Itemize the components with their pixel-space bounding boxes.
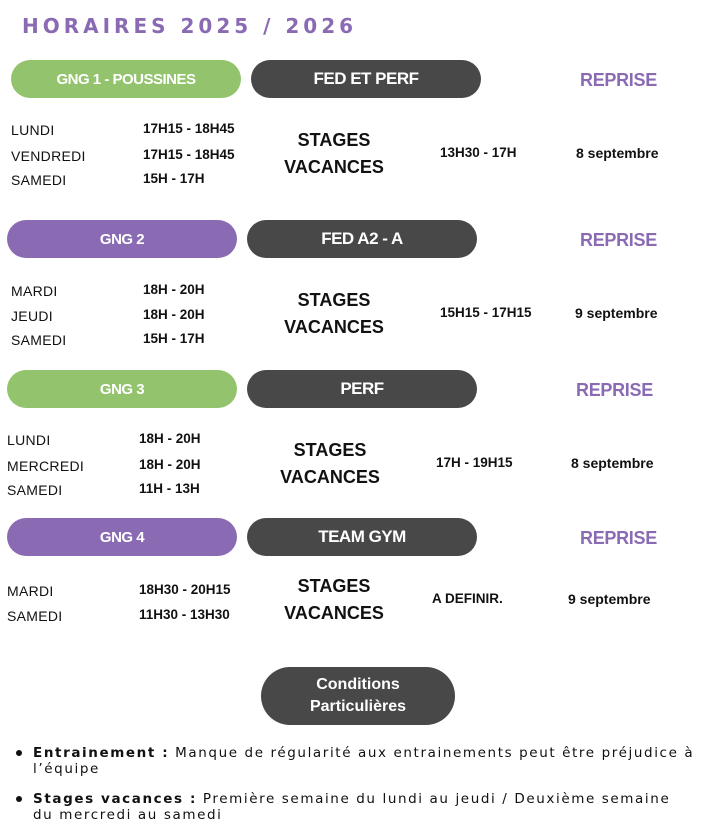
- stages-vacances-label: [274, 287, 394, 341]
- page-title: HORAIRES 2025 / 2026: [22, 14, 358, 38]
- conditions-line-2: Particulières: [309, 698, 407, 715]
- conditions-list: [16, 745, 696, 837]
- hour-range: 18H - 20H: [139, 457, 201, 472]
- stage-time: A DEFINIR.: [432, 591, 503, 606]
- hour-range: 18H - 20H: [139, 431, 201, 446]
- stages-vacances-label: [274, 573, 394, 627]
- hour-range: 18H - 20H: [143, 307, 205, 322]
- vacances-word: VACANCES: [284, 603, 384, 623]
- section-badge-fed-et-perf: FED ET PERF: [251, 60, 481, 98]
- vacances-word: VACANCES: [280, 467, 380, 487]
- section-badge-fed-a2-a: FED A2 - A: [247, 220, 477, 258]
- stages-vacances-label: [270, 437, 390, 491]
- day-label: JEUDI: [11, 308, 53, 324]
- stages-vacances-label: [274, 127, 394, 181]
- group-badge-gng3: GNG 3: [7, 370, 237, 408]
- reprise-label: REPRISE: [580, 230, 657, 250]
- day-label: MARDI: [7, 583, 54, 599]
- day-label: VENDREDI: [11, 148, 86, 164]
- group-badge-gng4: GNG 4: [7, 518, 237, 556]
- hour-range: 11H - 13H: [139, 481, 200, 496]
- day-label: SAMEDI: [7, 608, 63, 624]
- day-label: MERCREDI: [7, 458, 85, 474]
- stages-word: STAGES: [297, 576, 371, 596]
- day-label: SAMEDI: [11, 332, 67, 348]
- note-label: Entrainement :: [33, 745, 170, 761]
- group-badge-gng1: GNG 1 - POUSSINES: [11, 60, 241, 98]
- stage-time: 15H15 - 17H15: [440, 305, 532, 320]
- stages-word: STAGES: [297, 130, 371, 150]
- hour-range: 17H15 - 18H45: [143, 121, 235, 136]
- day-label: SAMEDI: [11, 172, 67, 188]
- reprise-date: 8 septembre: [571, 455, 654, 471]
- group-badge-gng2: GNG 2: [7, 220, 237, 258]
- hour-range: 18H - 20H: [143, 282, 205, 297]
- vacances-word: VACANCES: [284, 157, 384, 177]
- section-badge-team-gym: TEAM GYM: [247, 518, 477, 556]
- note-label: Stages vacances :: [33, 791, 197, 807]
- hour-range: 11H30 - 13H30: [139, 607, 230, 622]
- conditions-line-1: Conditions: [316, 676, 400, 693]
- hour-range: 15H - 17H: [143, 331, 205, 346]
- day-label: MARDI: [11, 283, 58, 299]
- reprise-label: REPRISE: [580, 528, 657, 548]
- day-label: LUNDI: [11, 122, 55, 138]
- reprise-date: 9 septembre: [575, 305, 658, 321]
- stages-word: STAGES: [297, 290, 371, 310]
- day-label: SAMEDI: [7, 482, 63, 498]
- reprise-label: REPRISE: [580, 70, 657, 90]
- hour-range: 15H - 17H: [143, 171, 205, 186]
- hour-range: 17H15 - 18H45: [143, 147, 235, 162]
- conditions-badge: [261, 667, 455, 725]
- hour-range: 18H30 - 20H15: [139, 582, 231, 597]
- stage-time: 17H - 19H15: [436, 455, 513, 470]
- vacances-word: VACANCES: [284, 317, 384, 337]
- note-text: Manque de régularité aux entrainements peut être préjudice à l’équipe: [33, 745, 695, 777]
- reprise-date: 9 septembre: [568, 591, 651, 607]
- day-label: LUNDI: [7, 432, 51, 448]
- stage-time: 13H30 - 17H: [440, 145, 517, 160]
- list-item: [16, 745, 696, 777]
- section-badge-perf: PERF: [247, 370, 477, 408]
- note-text: Première semaine du lundi au jeudi / Deuxième semaine du mercredi au samedi: [33, 791, 671, 823]
- list-item: [16, 791, 696, 823]
- reprise-date: 8 septembre: [576, 145, 659, 161]
- stages-word: STAGES: [293, 440, 367, 460]
- reprise-label: REPRISE: [576, 380, 653, 400]
